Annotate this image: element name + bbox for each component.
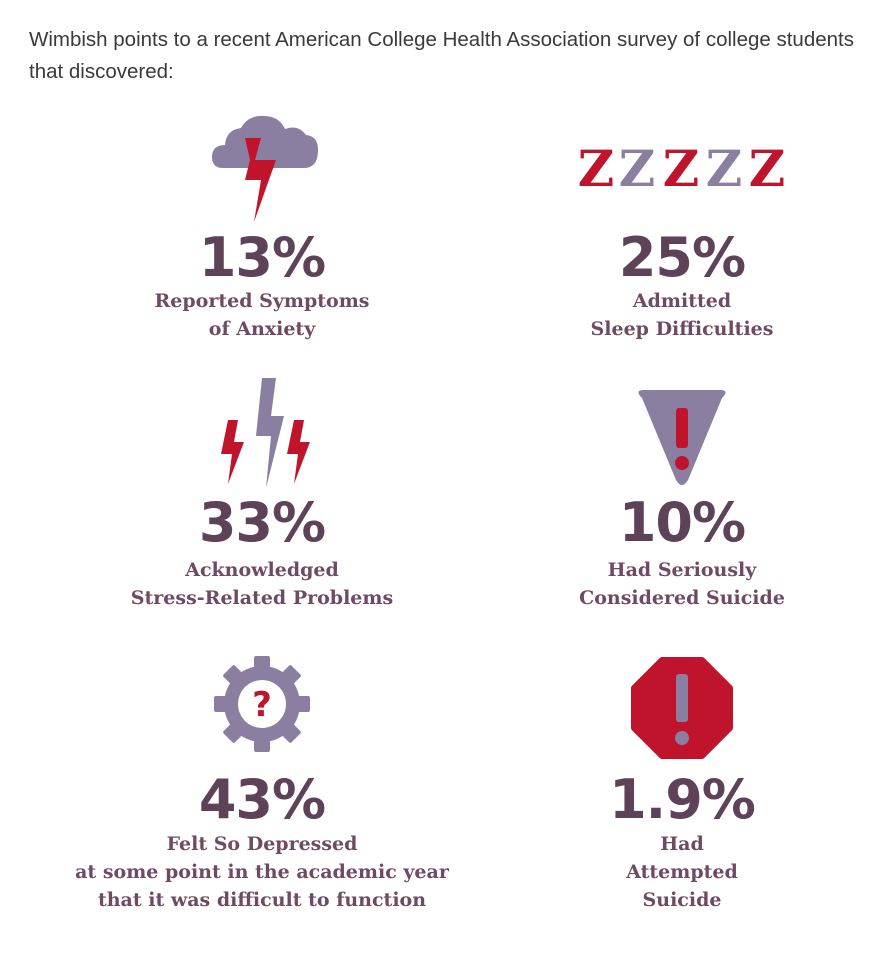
svg-text:Z: Z — [748, 139, 786, 198]
stat-value: 1.9% — [609, 768, 755, 831]
stat-value: 10% — [618, 491, 746, 554]
stat-label: Reported Symptoms of Anxiety — [154, 290, 370, 340]
intro-text: Wimbish points to a recent American College Health Association survey of college students that discovered: — [29, 28, 854, 83]
stat-value: 33% — [198, 491, 326, 554]
stat-anxiety — [42, 110, 482, 350]
svg-text:Z: Z — [618, 139, 656, 198]
stat-label: Admitted Sleep Difficulties — [590, 290, 774, 340]
stat-value: 43% — [198, 768, 326, 831]
stat-label: Had Attempted Suicide — [626, 833, 738, 911]
stat-label: Felt So Depressed at some point in the academic year that it was difficult to function — [75, 833, 449, 911]
storm-cloud-lightning-icon — [42, 110, 482, 230]
svg-text:?: ? — [252, 685, 272, 725]
stat-value: 13% — [198, 226, 326, 289]
stat-depressed — [42, 652, 482, 922]
stat-sleep — [462, 110, 891, 350]
stat-label: Acknowledged Stress-Related Problems — [130, 559, 394, 609]
svg-text:Z: Z — [705, 139, 743, 198]
stat-considered-suicide — [462, 376, 891, 616]
stat-value: 25% — [618, 226, 746, 289]
stat-attempted-suicide — [462, 652, 891, 922]
svg-text:Z: Z — [577, 139, 615, 198]
sleep-z-icon — [462, 110, 891, 230]
stat-stress — [42, 376, 482, 616]
stop-sign-exclamation-icon — [462, 652, 891, 772]
warning-triangle-icon — [462, 376, 891, 496]
lightning-bolts-icon — [42, 376, 482, 496]
stat-label: Had Seriously Considered Suicide — [579, 559, 785, 609]
svg-text:Z: Z — [662, 139, 700, 198]
gear-question-icon — [42, 652, 482, 772]
